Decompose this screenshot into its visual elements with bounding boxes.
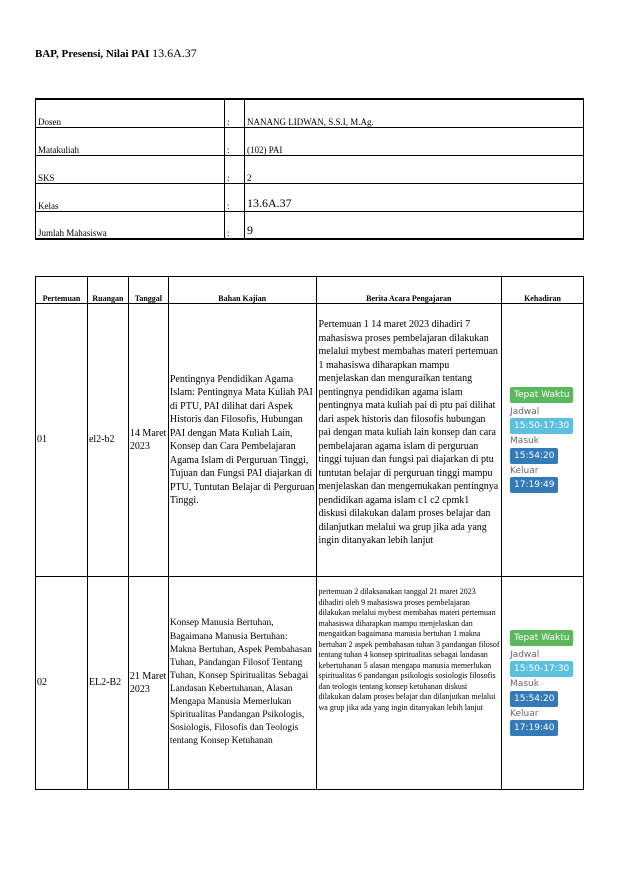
masuk-label: Masuk (510, 679, 539, 690)
keluar-badge: 17:19:40 (510, 720, 558, 736)
cell-tanggal: 14 Maret 2023 (128, 304, 168, 577)
info-label: Jumlah Mahasiswa (36, 211, 225, 239)
status-badge: Tepat Waktu (510, 630, 573, 646)
info-separator: : (225, 211, 245, 239)
jadwal-label: Jadwal (510, 650, 540, 661)
cell-bahan-kajian: Konsep Manusia Bertuhan, Bagaimana Manusia Bertuhan: Makna Bertuhan, Aspek Pembahasan Tuhan, Pandangan Filosof Tentang Tuhan, Konsep Spiritualitas Sebagai Landasan Kebertuhanan, Alasan Mengapa Manusia Memerlukan Spiritualitas Pandangan Psikologis, Sosiologis, Filosofis dan Teologis tentang Konsep Ketuhanan (168, 577, 316, 790)
header-bahan-kajian: Bahan Kajian (168, 277, 316, 304)
info-value: 13.6A.37 (245, 183, 584, 211)
info-separator: : (225, 127, 245, 155)
info-label: Kelas (36, 183, 225, 211)
cell-ruangan: el2-b2 (87, 304, 128, 577)
document-title (35, 46, 197, 61)
jadwal-badge: 15:50-17:30 (510, 418, 573, 434)
info-row-jumlah-mahasiswa (36, 211, 584, 239)
header-tanggal: Tanggal (128, 277, 168, 304)
schedule-header-row (36, 277, 584, 304)
jadwal-label: Jadwal (510, 407, 540, 418)
cell-tanggal: 21 Maret 2023 (128, 577, 168, 790)
info-separator: : (225, 99, 245, 127)
table-row (36, 304, 584, 577)
course-info-table (35, 98, 584, 240)
masuk-badge: 15:54:20 (510, 448, 558, 464)
keluar-label: Keluar (510, 465, 539, 476)
info-label: Dosen (36, 99, 225, 127)
status-badge: Tepat Waktu (510, 387, 573, 403)
cell-berita-acara: pertemuan 2 dilaksanakan tanggal 21 maret 2023 dihadiri oleh 9 mahasiswa proses pembelajaran dilakukan melalui mybest membahas materi pertemuan mahasiswa diharapkan mampu menjelaskan dan mengaitkan bagaimana manusia bertuhan 1 makna bertuhan 2 aspek pembahasan tuhan 3 pandangan filosof tentang tuhan 4 konsep spiritualitas sebagai landasan kebertuhanan 5 alasan mengapa manusia memerlukan spiritualitas 6 pandangan psikologis sosiologis filosofis dan teologis tentang konsep ketuhanan diskusi dilakukan dalam proses belajar dan dilanjutkan melalui wa grup jika ada yang ingin ditanyakan lebih lanjut (316, 577, 502, 790)
keluar-label: Keluar (510, 708, 539, 719)
header-ruangan: Ruangan (87, 277, 128, 304)
document-title-text: BAP, Presensi, Nilai PAI (35, 48, 150, 60)
header-pertemuan: Pertemuan (36, 277, 88, 304)
cell-kehadiran (502, 577, 584, 790)
header-berita-acara: Berita Acara Pengajaran (316, 277, 502, 304)
keluar-badge: 17:19:49 (510, 477, 558, 493)
info-separator: : (225, 183, 245, 211)
masuk-badge: 15:54:20 (510, 691, 558, 707)
info-label: SKS (36, 155, 225, 183)
masuk-label: Masuk (510, 436, 539, 447)
header-kehadiran: Kehadiran (502, 277, 584, 304)
class-code: 13.6A.37 (152, 46, 197, 60)
info-label: Matakuliah (36, 127, 225, 155)
cell-pertemuan: 02 (36, 577, 88, 790)
cell-bahan-kajian: Pentingnya Pendidikan Agama Islam: Pentingnya Mata Kuliah PAI di PTU, PAI dilihat dari Aspek Historis dan Filosofis, Hubungan PAI dengan Mata Kuliah Lain, Konsep dan Cara Pembelajaran Agama Islam di Perguruan Tinggi, Tujuan dan Fungsi PAI diajarkan di PTU, Tuntutan Belajar di Perguruan Tinggi. (168, 304, 316, 577)
info-row-kelas (36, 183, 584, 211)
cell-berita-acara: Pertemuan 1 14 maret 2023 dihadiri 7 mahasiswa proses pembelajaran dilakukan melalui mybest membahas materi pertemuan 1 mahasiswa diharapkan mampu menjelaskan dan menguraikan tentang pentingnya pendidikan agama islam pentingnya mata kuliah pai di ptu pai dilihat dari aspek historis dan filosofis hubungan pai dengan mata kuliah lain konsep dan cara pembelajaran agama islam di perguruan tinggi tujuan dan fungsi pai diajarkan di ptu tuntutan belajar di perguruan tinggi mampu menjelaskan dan mengemukakan pentingnya pendidikan agama islam c1 c2 cpmk1 diskusi dilakukan dalam proses belajar dan dilanjutkan melalui wa grup jika ada yang ingin ditanyakan lebih lanjut (316, 304, 502, 577)
info-row-dosen (36, 99, 584, 127)
info-value: (102) PAI (245, 127, 584, 155)
cell-ruangan: EL2-B2 (87, 577, 128, 790)
jadwal-badge: 15:50-17:30 (510, 661, 573, 677)
cell-pertemuan: 01 (36, 304, 88, 577)
info-row-sks (36, 155, 584, 183)
info-value: 2 (245, 155, 584, 183)
attendance-block (503, 387, 582, 493)
table-row (36, 577, 584, 790)
info-row-matakuliah (36, 127, 584, 155)
info-value: NANANG LIDWAN, S.S.I, M.Ag. (245, 99, 584, 127)
schedule-table (35, 276, 584, 790)
info-value: 9 (245, 211, 584, 239)
attendance-block (503, 630, 582, 736)
cell-kehadiran (502, 304, 584, 577)
info-separator: : (225, 155, 245, 183)
